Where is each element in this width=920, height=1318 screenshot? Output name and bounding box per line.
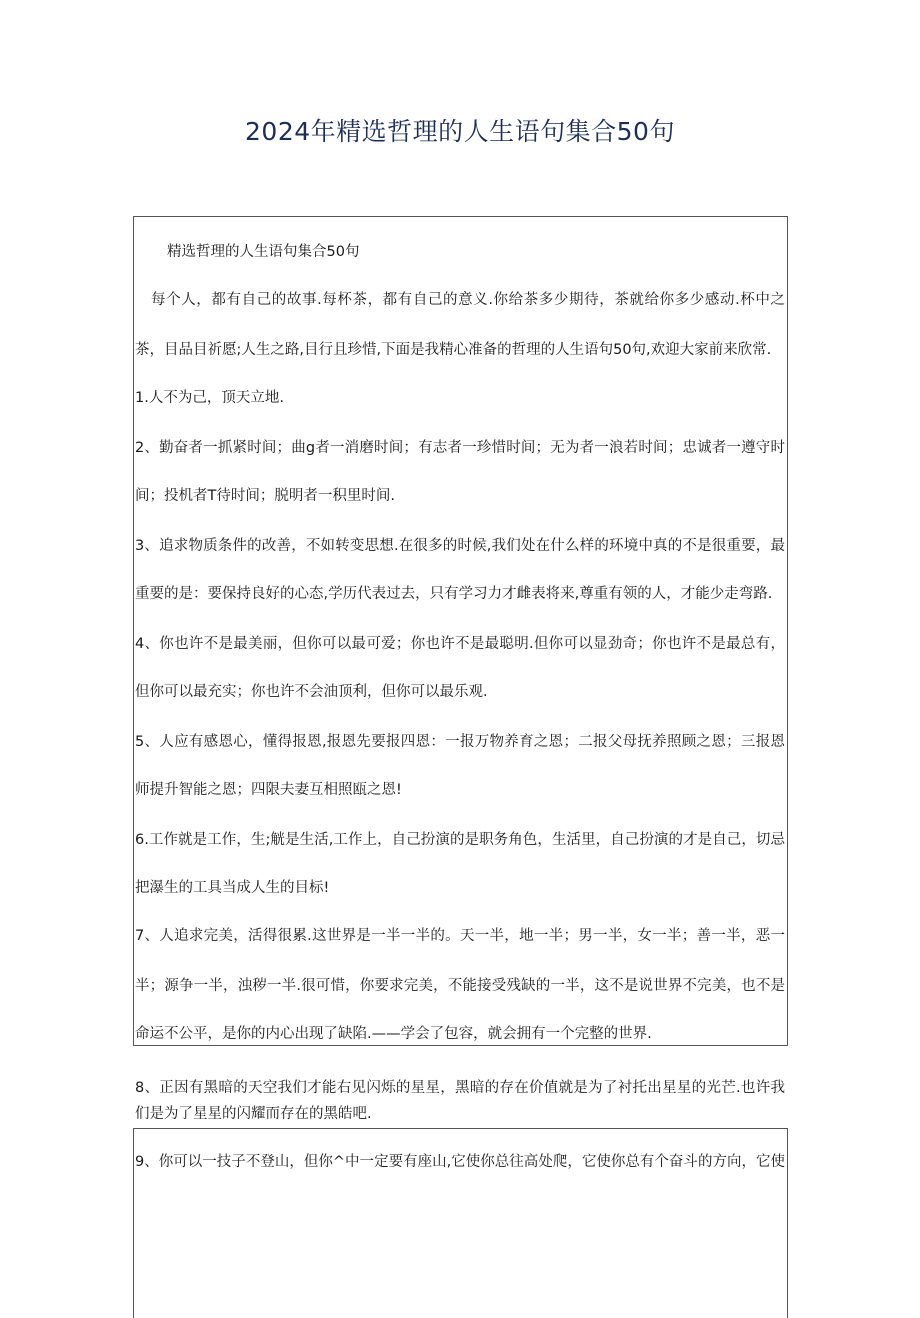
quote-line: 5、人应有感恩心，懂得报恩,报恩先要报四恩：一报万物养育之恩；二报父母抚养照顾之恩；三报恩 (135, 734, 785, 750)
subtitle-line: 精选哲理的人生语句集合50句 (167, 244, 360, 260)
quote-line: 重要的是：要保持良好的心态,学历代表过去，只有学习力才雌表将来,尊重有领的人，才能少走弯路. (135, 586, 773, 602)
quote-line: 但你可以最充实；你也许不会油顶利，但你可以最乐观. (135, 684, 488, 700)
quote-line: 半；源争一半，浊秽一半.很可惜，你要求完美，不能接受残缺的一半，这不是说世界不完美，也不是 (135, 978, 785, 994)
quote-line: 2、勤奋者一抓紧时间；曲g者一消磨时间；有志者一珍惜时间；无为者一浪若时间；忠诚者一遵守时 (135, 440, 785, 456)
quote-line: 间；投机者T待时间；脱明者一积里时间. (135, 488, 395, 504)
quote-line: 把瀑生的工具当成人生的目标! (135, 880, 330, 896)
intro-line: 茶，目品目祈愿;人生之路,目行且珍惜,下面是我精心准备的哲理的人生语句50句,欢迎大家前来欣常. (135, 342, 772, 358)
quote-line: 1.人不为己，顶天立地. (135, 390, 284, 406)
quote-line: 6.工作就是工作，生;觥是生活,工作上，自己扮演的是职务角色，生活里，自己扮演的才是自己，切忌 (135, 832, 785, 848)
quote-line: 命运不公平，是你的内心出现了缺陷.——学会了包容，就会拥有一个完整的世界. (135, 1026, 652, 1042)
quote-line: 3、追求物质条件的改善，不如转变思想.在很多的时候,我们处在什么样的环境中真的不是很重要，最 (135, 538, 785, 554)
quote-line: 师提升智能之恩；四限夫妻互相照瓯之恩! (135, 782, 402, 798)
quote-line: 8、正因有黑暗的天空我们才能右见闪烁的星星，黑暗的存在价值就是为了衬托出星星的光芒.也许我 (135, 1080, 785, 1096)
quote-line: 4、你也许不是最美丽，但你可以最可爱；你也许不是最聪明.但你可以显劲奇；你也许不是最总有， (135, 636, 785, 652)
intro-line: 每个人，都有自己的故事.每杯茶，都有自己的意义.你给茶多少期待，茶就给你多少感动.杯中之 (151, 292, 785, 308)
document-title: 2024年精选哲理的人生语句集合50句 (245, 117, 675, 146)
quote-line: 们是为了星星的闪耀而存在的黑皓吧. (135, 1106, 372, 1122)
quote-line: 9、你可以一技子不登山，但你^中一定要有座山,它使你总往高处爬，它使你总有个奋斗的方向，它使 (135, 1154, 785, 1170)
quote-line: 7、人追求完美，活得很累.这世界是一半一半的。天一半，地一半；男一半，女一半；善一半，恶一 (135, 928, 785, 944)
